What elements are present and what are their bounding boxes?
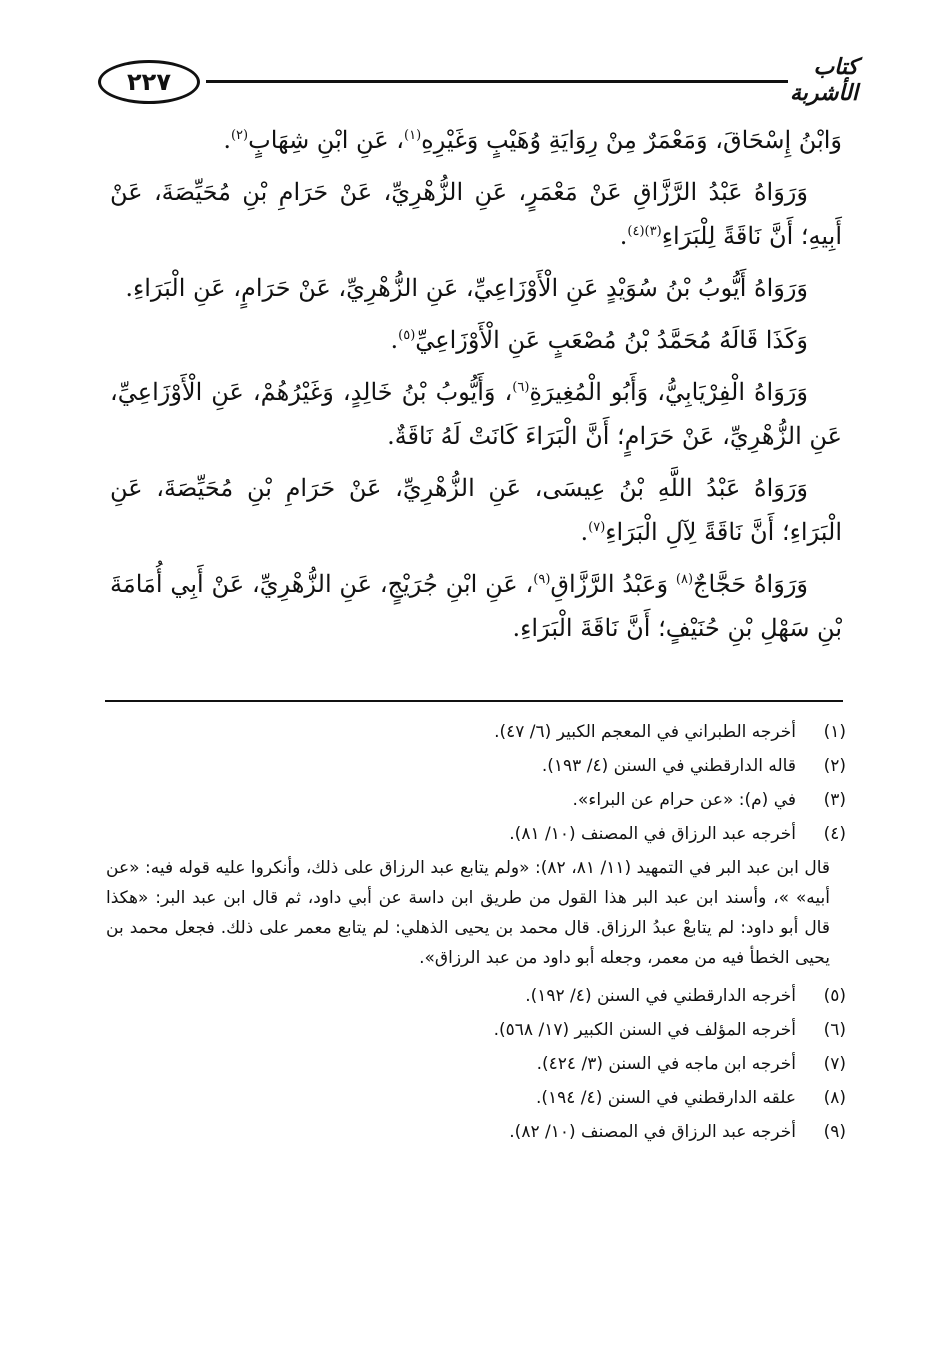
footnote-ref: (٨) <box>675 572 694 587</box>
page-number: ٢٢٧ <box>98 60 200 104</box>
footnote-number: (٦) <box>823 1020 846 1040</box>
paragraph <box>110 266 842 310</box>
footnote-ref: (٣)(٤) <box>627 224 662 239</box>
paragraph <box>110 370 842 458</box>
footnote-item <box>106 817 846 851</box>
paragraph-text: وَرَوَاهُ عَبْدُ الرَّزَّاقِ عَنْ مَعْمَرٍ، عَنِ الزُّهْرِيِّ، عَنْ حَرَامِ بْنِ مُحَيِّصَةَ، عَنْ أَبِيهِ؛ أَنَّ نَاقَةً لِلْبَرَاءِ <box>110 178 842 250</box>
footnote-item <box>106 1013 846 1047</box>
paragraph-text: . <box>223 126 231 154</box>
footnote-item <box>106 1047 846 1081</box>
footnote-number: (٩) <box>823 1122 846 1142</box>
page-header <box>98 48 858 118</box>
book-title-logo: كتاب الأشربة <box>789 54 858 106</box>
footnote-separator <box>105 700 843 702</box>
paragraph-text: وَابْنُ إِسْحَاقَ، وَمَعْمَرٌ مِنْ رِوَايَةِ وُهَيْبٍ وَغَيْرِهِ <box>421 126 842 154</box>
paragraph-text: . <box>390 326 399 354</box>
paragraph-text: ، عَنِ ابْنِ جُرَيْجٍ، عَنِ الزُّهْرِيِّ، عَنْ أَبِي أُمَامَةَ بْنِ سَهْلِ بْنِ حُنَيْفٍ؛ أَنَّ نَاقَةَ الْبَرَاءِ. <box>110 570 842 642</box>
main-text <box>110 118 842 658</box>
header-rule <box>206 80 788 83</box>
footnote-number: (٨) <box>823 1088 846 1108</box>
footnote-text: أخرجه عبد الرزاق في المصنف (١٠/ ٨٢). <box>509 1122 796 1142</box>
paragraph-text: وَرَوَاهُ حَجَّاجٌ <box>693 570 808 598</box>
footnote-ref: (٥) <box>398 328 416 343</box>
footnote-text: في (م): «عن حرام عن البراء». <box>572 790 796 810</box>
footnote-text: علقه الدارقطني في السنن (٤/ ١٩٤). <box>535 1088 796 1108</box>
footnote-item <box>106 1115 846 1149</box>
paragraph-text: . <box>580 518 589 546</box>
paragraph <box>110 118 842 162</box>
footnote-text: أخرجه الدارقطني في السنن (٤/ ١٩٢). <box>525 986 796 1006</box>
paragraph-text: ، عَنِ ابْنِ شِهَابٍ <box>248 126 405 154</box>
footnote-ref: (٦) <box>512 380 530 395</box>
footnote-text: أخرجه الطبراني في المعجم الكبير (٦/ ٤٧). <box>494 722 796 742</box>
paragraph <box>110 562 842 650</box>
paragraph <box>110 466 842 554</box>
footnote-number: (٢) <box>823 756 846 776</box>
footnote-item <box>106 783 846 817</box>
paragraph <box>110 170 842 258</box>
footnote-continuation: قال ابن عبد البر في التمهيد (١١/ ٨١، ٨٢): «ولم يتابع عبد الرزاق على ذلك، وأنكروا عليه قوله فيه: «عن أبيه» »، وأسند ابن عبد البر هذا القول من طريق ابن داسة عن أبي داود، ثم قال ابن عبد البر: «هكذا قال أبو داود: لم يتابعْ عبدُ الرزاق. قال محمد بن يحيى الذهلي: لم يتابع معمر على ذلك. فجعل محمد بن يحيى الخطأ فيه من معمر، وجعله أبو داود من عبد الرزاق». <box>106 858 831 968</box>
footnote-item <box>106 715 846 749</box>
footnote-number: (٥) <box>823 986 846 1006</box>
footnote-text: أخرجه عبد الرزاق في المصنف (١٠/ ٨١). <box>509 824 796 844</box>
footnote-text: قاله الدارقطني في السنن (٤/ ١٩٣). <box>541 756 796 776</box>
paragraph-text: . <box>619 222 628 250</box>
paragraph-text: وَرَوَاهُ الْفِرْيَابِيُّ، وَأَبُو الْمُغِيرَةِ <box>529 378 808 406</box>
footnote-item <box>106 749 846 783</box>
footnotes <box>106 715 846 1149</box>
footnote-text: أخرجه ابن ماجه في السنن (٣/ ٤٢٤). <box>536 1054 796 1074</box>
footnote-ref: (٧) <box>588 520 606 535</box>
paragraph <box>110 318 842 362</box>
paragraph-text: وَرَوَاهُ أَيُّوبُ بْنُ سُوَيْدٍ عَنِ الْأَوْزَاعِيِّ، عَنِ الزُّهْرِيِّ، عَنْ حَرَامٍ، عَنِ الْبَرَاءِ. <box>125 274 808 302</box>
footnote-number: (١) <box>823 722 846 742</box>
footnote-ref: (١) <box>404 128 422 143</box>
footnote-ref: (٩) <box>533 572 551 587</box>
footnote-text: أخرجه المؤلف في السنن الكبير (١٧/ ٥٦٨). <box>493 1020 796 1040</box>
footnote-item <box>106 1081 846 1115</box>
paragraph-text: ، وَأَيُّوبُ بْنُ خَالِدٍ، وَغَيْرُهُمْ، عَنِ الْأَوْزَاعِيِّ، عَنِ الزُّهْرِيِّ، عَنْ حَرَامٍ؛ أَنَّ الْبَرَاءَ كَانَتْ لَهُ نَاقَةٌ. <box>110 378 842 450</box>
paragraph-text: وَعَبْدُ الرَّزَّاقِ <box>550 570 676 598</box>
footnote-number: (٣) <box>823 790 846 810</box>
paragraph-text: وَكَذَا قَالَهُ مُحَمَّدُ بْنُ مُصْعَبٍ عَنِ الْأَوْزَاعِيِّ <box>415 326 808 354</box>
footnote-ref: (٢) <box>230 128 249 143</box>
footnote-item <box>106 979 846 1013</box>
paragraph-text: وَرَوَاهُ عَبْدُ اللَّهِ بْنُ عِيسَى، عَنِ الزُّهْرِيِّ، عَنْ حَرَامِ بْنِ مُحَيِّصَةَ، عَنِ الْبَرَاءِ؛ أَنَّ نَاقَةً لِآلِ الْبَرَاءِ <box>110 474 842 546</box>
footnote-number: (٧) <box>823 1054 846 1074</box>
footnote-number: (٤) <box>823 824 846 844</box>
